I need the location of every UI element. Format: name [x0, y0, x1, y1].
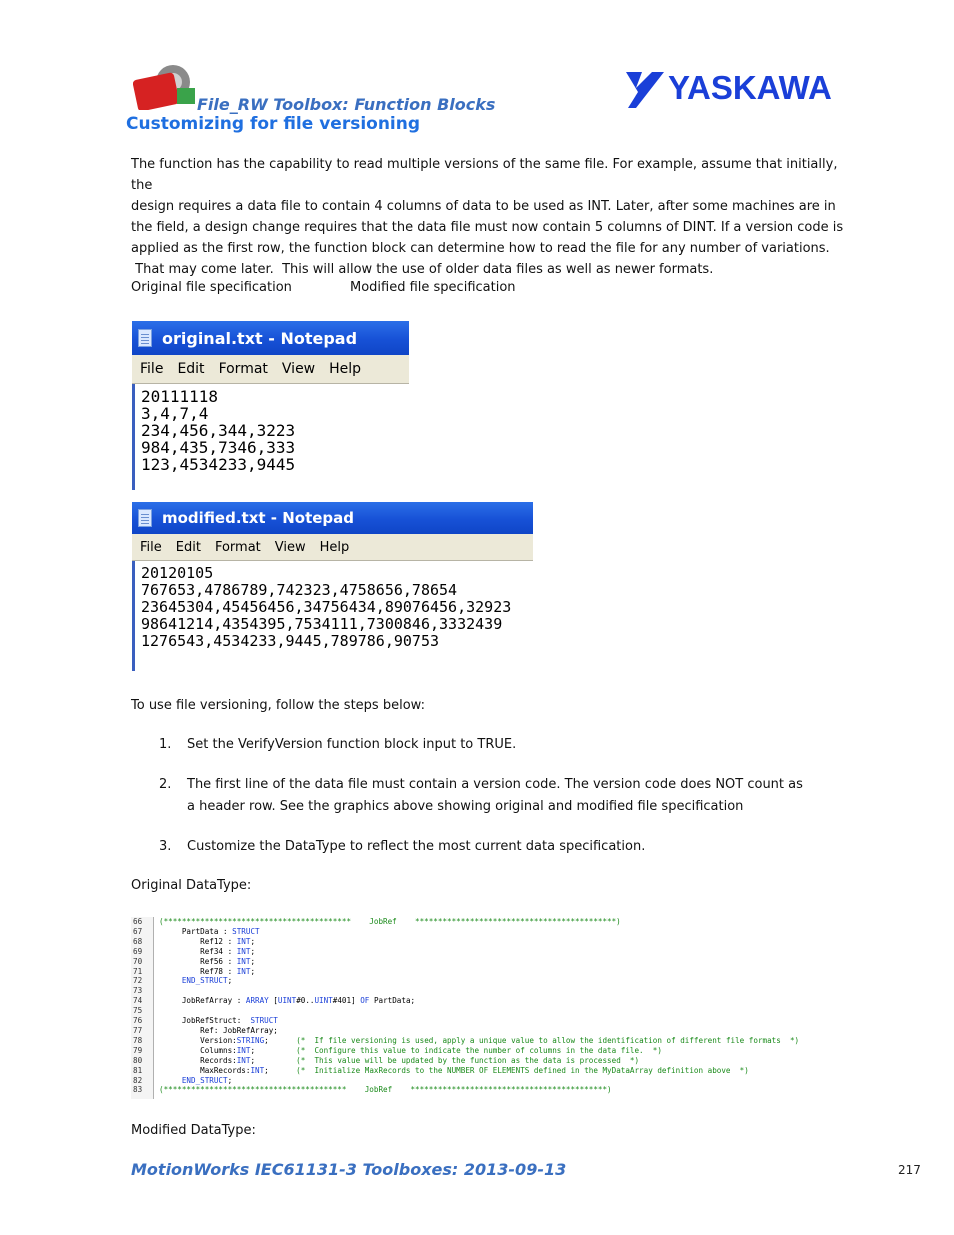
text-line: 20111118 — [141, 387, 219, 406]
notepad-text-area[interactable] — [132, 561, 533, 671]
line-number: 67 — [133, 926, 143, 936]
line-number-gutter — [131, 917, 154, 1099]
menu-help[interactable]: Help — [329, 361, 362, 377]
menu-view[interactable]: View — [281, 361, 316, 377]
step-number: 1. — [159, 737, 172, 752]
code-listing — [131, 917, 846, 1099]
code-lines — [159, 917, 799, 1095]
code-line: Ref12 : INT; — [159, 936, 256, 946]
text-line: 234,456,344,3223 — [141, 421, 296, 440]
line-number: 78 — [133, 1035, 143, 1045]
line-number: 71 — [133, 966, 143, 976]
intro-line: applied as the first row, the function block can determine how to read the file for any number of variations. — [131, 241, 830, 256]
menu-format[interactable]: Format — [214, 539, 261, 555]
text-line: 123,4534233,9445 — [141, 455, 296, 474]
notepad-title-bar — [132, 321, 409, 355]
code-line: Ref78 : INT; — [159, 966, 256, 976]
menu-format[interactable]: Format — [218, 361, 268, 377]
line-number: 81 — [133, 1065, 143, 1075]
code-line: JobRefArray : ARRAY [UINT#0..UINT#401] OF PartData; — [159, 996, 416, 1006]
notepad-icon — [138, 329, 152, 347]
intro-line: That may come later. This will allow the use of older data files as well as newer formats. — [131, 262, 714, 277]
code-line: Records:INT; (* This value will be updated by the function as the data is processed *) — [159, 1055, 640, 1065]
code-line: Ref: JobRefArray; — [159, 1025, 278, 1035]
code-line: Columns:INT; (* Configure this value to indicate the number of columns in the data file. *) — [159, 1045, 662, 1055]
modified-datatype-label: Modified DataType: — [131, 1123, 256, 1138]
step-number: 2. — [159, 777, 172, 792]
line-number: 70 — [133, 956, 143, 966]
menu-file[interactable]: File — [140, 361, 164, 377]
line-number: 72 — [133, 976, 143, 986]
line-number: 82 — [133, 1075, 143, 1085]
modified-spec-label: Modified file specification — [350, 280, 516, 295]
notepad-icon — [138, 509, 152, 527]
step-number: 3. — [159, 839, 172, 854]
notepad-menu-bar — [132, 355, 409, 384]
code-line: Ref56 : INT; — [159, 956, 256, 966]
intro-line: design requires a data file to contain 4 columns of data to be used as INT. Later, after some machines are in — [131, 199, 836, 214]
code-line: (***************************************** JobRef ********************************************) — [159, 917, 621, 926]
code-line: END_STRUCT; — [181, 1075, 233, 1085]
menu-help[interactable]: Help — [319, 539, 350, 555]
text-line: 1276543,4534233,9445,789786,90753 — [141, 632, 440, 650]
menu-edit[interactable]: Edit — [177, 361, 205, 377]
step-text: Customize the DataType to reflect the most current data specification. — [187, 839, 646, 854]
code-line — [159, 986, 799, 996]
step-3 — [159, 836, 859, 858]
code-line: JobRefStruct: STRUCT — [159, 1016, 278, 1026]
line-number: 74 — [133, 996, 143, 1006]
code-line: END_STRUCT; — [181, 976, 233, 986]
line-number: 79 — [133, 1045, 143, 1055]
text-line: 767653,4786789,742323,4758656,78654 — [141, 581, 458, 599]
toolbox-icon — [133, 62, 199, 110]
text-line: 98641214,4354395,7534111,7300846,3332439 — [141, 615, 503, 633]
code-line: (**************************************** JobRef *******************************************) — [159, 1085, 612, 1095]
notepad-title-bar — [132, 502, 533, 534]
step-text: The first line of the data file must contain a version code. The version code does NOT count as a header row. See the graphics above showing original and modified file specification — [187, 777, 803, 814]
step-1 — [159, 734, 859, 756]
text-line: 3,4,7,4 — [141, 404, 209, 423]
page-number: 217 — [898, 1163, 921, 1177]
intro-line: the field, a design change requires that the data file must now contain 5 columns of DINT. If a version code is — [131, 220, 844, 235]
line-number: 76 — [133, 1016, 143, 1026]
menu-view[interactable]: View — [274, 539, 306, 555]
notepad-original-window — [132, 321, 409, 493]
code-line: Version:STRING; (* If file versioning is used, apply a unique value to allow the identification of different file formats *) — [159, 1035, 800, 1045]
intro-paragraph — [131, 154, 851, 280]
svg-text:YASKAWA: YASKAWA — [668, 69, 832, 106]
menu-file[interactable]: File — [140, 539, 162, 555]
code-line: PartData : STRUCT — [159, 926, 260, 936]
notepad-title: original.txt - Notepad — [162, 328, 358, 348]
line-number: 68 — [133, 936, 143, 946]
line-number: 77 — [133, 1025, 143, 1035]
steps-intro: To use file versioning, follow the steps below: — [131, 698, 425, 713]
code-line: MaxRecords:INT; (* Initialize MaxRecords to the NUMBER OF ELEMENTS defined in the MyDataArray definition above *) — [159, 1065, 749, 1075]
code-line — [159, 1006, 799, 1016]
notepad-text-area[interactable] — [132, 384, 409, 490]
intro-line: The function has the capability to read multiple versions of the same file. For example, assume that initially, the — [131, 157, 838, 193]
code-line: Ref34 : INT; — [159, 946, 256, 956]
step-text: Set the VerifyVersion function block input to TRUE. — [187, 737, 517, 752]
line-number: 73 — [133, 986, 143, 996]
line-number: 80 — [133, 1055, 143, 1065]
notepad-menu-bar — [132, 534, 533, 561]
original-datatype-label: Original DataType: — [131, 878, 252, 893]
line-number: 69 — [133, 946, 143, 956]
step-2 — [159, 774, 859, 818]
line-number: 75 — [133, 1006, 143, 1016]
line-number: 83 — [133, 1085, 143, 1095]
footer-title: MotionWorks IEC61131-3 Toolboxes: 2013-09-13 — [131, 1160, 567, 1179]
text-line: 20120105 — [141, 564, 214, 582]
section-title: Customizing for file versioning — [126, 114, 421, 134]
line-number: 66 — [133, 917, 143, 926]
toolbox-title: File_RW Toolbox: Function Blocks — [197, 95, 496, 114]
text-line: 23645304,45456456,34756434,89076456,32923 — [141, 598, 512, 616]
yaskawa-logo — [622, 66, 844, 110]
notepad-title: modified.txt - Notepad — [162, 509, 355, 527]
original-spec-label: Original file specification — [131, 280, 292, 295]
text-line: 984,435,7346,333 — [141, 438, 296, 457]
menu-edit[interactable]: Edit — [175, 539, 201, 555]
notepad-modified-window — [132, 502, 533, 674]
